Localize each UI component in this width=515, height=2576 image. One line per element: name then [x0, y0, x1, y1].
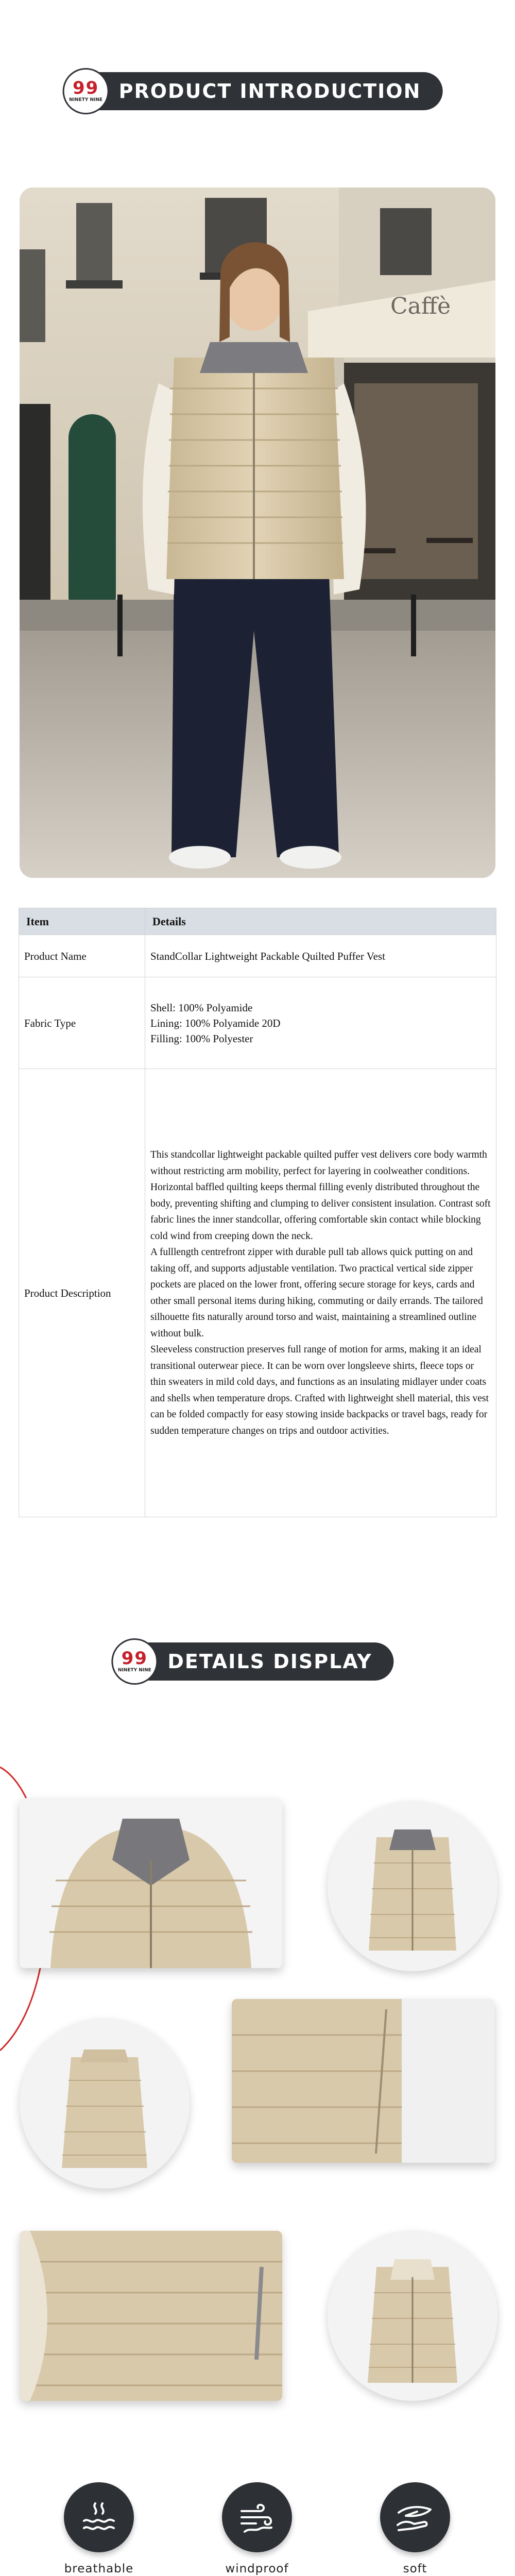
table-row: [19, 935, 496, 977]
detail-photo-vest-side: [328, 2231, 497, 2401]
row-value-product-name: StandCollar Lightweight Packable Quilted Puffer Vest: [145, 935, 496, 977]
brand-logo: 99 NINETY NINE: [113, 1640, 156, 1683]
feature-soft: soft: [364, 2482, 467, 2576]
waves-icon: [64, 2482, 134, 2552]
detail-photo-pocket: [232, 1999, 494, 2163]
wind-icon: [222, 2482, 292, 2552]
detail-photo-vest-back: [20, 2019, 190, 2189]
section-title: PRODUCT INTRODUCTION: [118, 80, 421, 103]
section-title: DETAILS DISPLAY: [167, 1650, 372, 1673]
detail-photo-zipper: [20, 2231, 282, 2401]
row-key-product-name: Product Name: [19, 935, 145, 977]
table-header-row: [19, 908, 496, 935]
detail-photo-vest-front: [328, 1801, 497, 1971]
feather-hand-icon: [380, 2482, 450, 2552]
product-info-table: [19, 908, 496, 1517]
table-row: [19, 1069, 496, 1517]
feature-breathable: breathable: [47, 2482, 150, 2576]
feature-windproof: windproof: [205, 2482, 308, 2576]
table-row: [19, 977, 496, 1069]
section-header-details: [117, 1642, 393, 1681]
table-header-details: Details: [145, 908, 496, 935]
section-header-intro: [69, 72, 443, 110]
hero-photo: [20, 188, 495, 878]
table-header-item: Item: [19, 908, 145, 935]
row-value-fabric-type: Shell: 100% Polyamide Lining: 100% Polyamide 20D Filling: 100% Polyester: [145, 977, 496, 1069]
detail-photo-collar: [20, 1798, 282, 1968]
row-key-product-description: Product Description: [19, 1069, 145, 1517]
brand-logo: 99 NINETY NINE: [64, 70, 108, 113]
svg-text:Caffè: Caffè: [390, 293, 451, 319]
row-value-product-description: This standcollar lightweight packable quilted puffer vest delivers core body warmth without restricting arm mobility, perfect for layering in coolweather conditions. Horizontal baffled quilting keeps thermal filling evenly distributed throughout the body, preventing shifting and clumping to deliver consistent insulation. Contrast soft fabric lines the inner standcollar, offering comfortable skin contact while blocking cold wind from creeping down the neck. A fulllength centrefront zipper with durable pull tab allows quick putting on and taking off, and supports adjustable ventilation. Two practical vertical side zipper pockets are placed on the lower front, offering secure storage for keys, cards and other small personal items during hiking, commuting or daily errands. The tailored silhouette fits naturally around torso and waist, maintaining a streamlined outline without bulk. Sleeveless construction preserves full range of motion for arms, making it an ideal transitional outerwear piece. It can be worn over longsleeve shirts, fleece tops or thin sweaters in mild cold days, and functions as an insulating midlayer under coats and shells when temperature drops. Crafted with lightweight shell material, this vest can be folded compactly for easy stowing inside backpacks or travel bags, ready for sudden temperature changes on trips and outdoor activities.: [145, 1069, 496, 1517]
row-key-fabric-type: Fabric Type: [19, 977, 145, 1069]
